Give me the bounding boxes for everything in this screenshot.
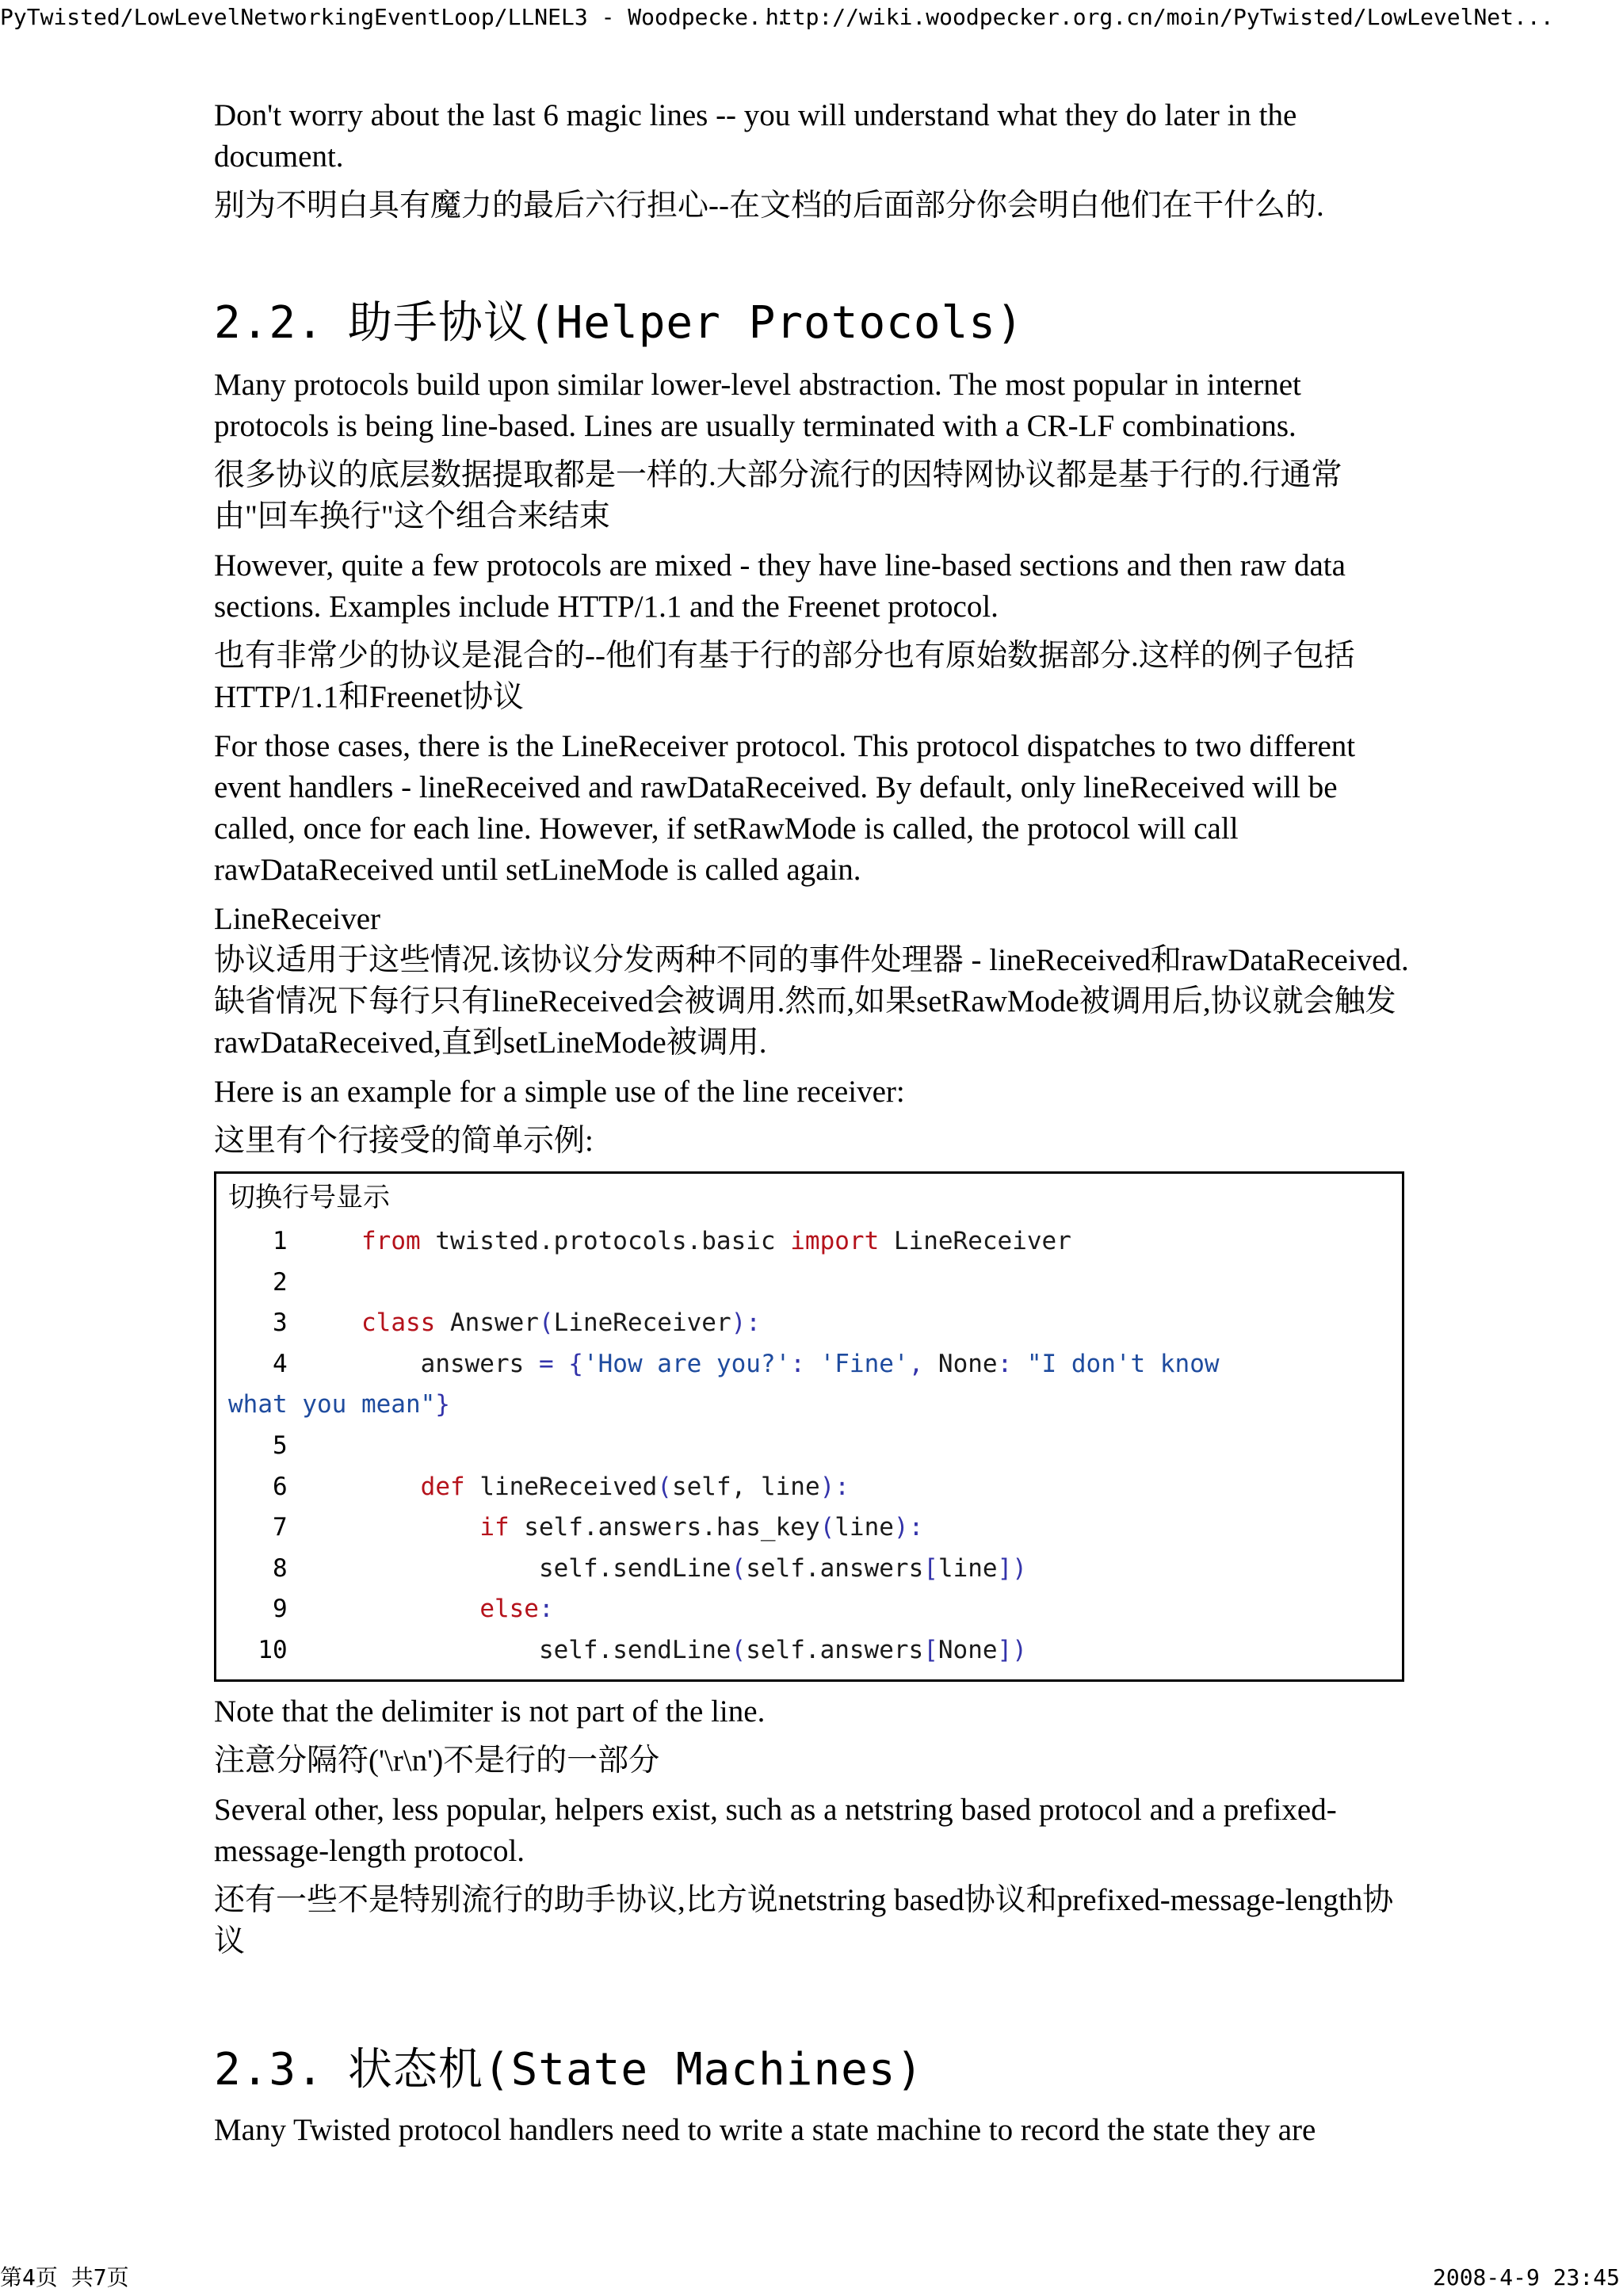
code-text: lineReceived xyxy=(464,1472,658,1501)
code-punctuation: : xyxy=(790,1349,820,1378)
code-text: answers xyxy=(420,1349,539,1378)
paragraph-zh: 协议适用于这些情况.该协议分发两种不同的事件处理器 - lineReceived和rawDataReceived.缺省情况下每行只有lineReceived会被调用.然而,如果setRawMode被调用后,协议就会触发rawDataReceived,直到setLineMode被调用. xyxy=(214,943,1409,1060)
code-text: None xyxy=(938,1635,998,1664)
code-punctuation: ]) xyxy=(997,1635,1027,1664)
code-keyword: def xyxy=(420,1472,465,1501)
code-keyword: else xyxy=(479,1595,539,1624)
code-punctuation: ( xyxy=(731,1635,747,1664)
paragraph-zh: 注意分隔符('\r\n')不是行的一部分 xyxy=(214,1743,660,1778)
print-datetime: 2008-4-9 23:45 xyxy=(1432,2264,1620,2290)
section-heading-2-3 xyxy=(214,2038,1409,2102)
paragraph-zh: 这里有个行接受的简单示例: xyxy=(214,1124,594,1158)
line-number: 1 xyxy=(273,1227,288,1255)
code-punctuation: : xyxy=(538,1595,554,1624)
code-line xyxy=(228,1473,850,1501)
code-punctuation: ): xyxy=(819,1472,850,1501)
code-text: LineReceiver xyxy=(879,1227,1071,1255)
section-title: 助手协议(Helper Protocols) xyxy=(347,297,1024,349)
code-line xyxy=(228,1268,288,1297)
line-number: 4 xyxy=(273,1349,288,1378)
section-number: 2.2. xyxy=(214,297,324,349)
code-listing xyxy=(228,1221,1402,1671)
code-line xyxy=(228,1431,288,1460)
code-string: "I don't know xyxy=(1026,1349,1220,1378)
code-line xyxy=(228,1595,554,1623)
paragraph-en: Several other, less popular, helpers exist, such as a netstring based protocol and a prefixed-message-length protocol. xyxy=(214,1792,1337,1868)
code-line xyxy=(228,1513,923,1541)
code-block xyxy=(214,1171,1404,1682)
code-line xyxy=(228,1350,1220,1378)
line-number: 7 xyxy=(273,1513,288,1542)
code-punctuation: : xyxy=(997,1349,1027,1378)
line-number: 2 xyxy=(273,1267,288,1297)
document-body xyxy=(214,95,1409,2151)
section-title: 状态机(State Machines) xyxy=(347,2043,924,2095)
code-punctuation: [ xyxy=(923,1553,938,1583)
code-text: line xyxy=(834,1513,894,1542)
code-text: self.sendLine xyxy=(538,1553,731,1583)
line-number: 10 xyxy=(258,1635,288,1664)
code-string: what you mean" xyxy=(228,1390,436,1419)
line-number: 6 xyxy=(273,1472,288,1501)
paragraph-en: Many protocols build upon similar lower-level abstraction. The most popular in internet protocols is being line-based. Lines are usually terminated with a CR-LF combinations. xyxy=(214,368,1301,443)
paragraph-en: Note that the delimiter is not part of the line. xyxy=(214,1694,766,1729)
code-keyword: class xyxy=(361,1308,436,1338)
code-text: None xyxy=(938,1349,998,1378)
page-counter: 第4页 共7页 xyxy=(0,2264,129,2290)
print-header xyxy=(0,0,1623,35)
code-line-wrap xyxy=(228,1390,450,1419)
code-text: self.answers xyxy=(746,1553,924,1583)
code-text: self.sendLine xyxy=(538,1635,731,1664)
code-text: twisted.protocols.basic xyxy=(420,1227,791,1255)
code-punctuation: ( xyxy=(731,1553,747,1583)
paragraph-zh: 还有一些不是特别流行的助手协议,比方说netstring based协议和prefixed-message-length协议 xyxy=(214,1882,1394,1958)
paragraph-zh: 很多协议的底层数据提取都是一样的.大部分流行的因特网协议都是基于行的.行通常由"回车换行"这个组合来结束 xyxy=(214,458,1342,533)
code-punctuation: , xyxy=(908,1349,938,1378)
paragraph-label: LineReceiver xyxy=(214,902,381,936)
line-number: 5 xyxy=(273,1431,288,1460)
paragraph-en: Many Twisted protocol handlers need to write a state machine to record the state they are xyxy=(214,2112,1316,2147)
paragraph-en: For those cases, there is the LineReceiver protocol. This protocol dispatches to two different event handlers - lineReceived and rawDataReceived. By default, only lineReceived will be called, once for each line. However, if setRawMode is called, the protocol will call rawDataReceived until setLineMode is called again. xyxy=(214,729,1356,887)
paragraph-en: However, quite a few protocols are mixed - they have line-based sections and then raw data sections. Examples include HTTP/1.1 and the Freenet protocol. xyxy=(214,548,1346,624)
code-text: self.answers.has_key xyxy=(509,1513,820,1542)
intro-en: Don't worry about the last 6 magic lines -- you will understand what they do later in the document. xyxy=(214,98,1297,174)
code-punctuation: { xyxy=(553,1349,583,1378)
code-text: Answer xyxy=(435,1308,539,1338)
line-number: 8 xyxy=(273,1553,288,1583)
toggle-line-numbers-link[interactable]: 切换行号显示 xyxy=(228,1182,390,1213)
code-punctuation: ( xyxy=(819,1513,835,1542)
code-punctuation: ]) xyxy=(997,1553,1027,1583)
code-text: self.answers xyxy=(746,1635,924,1664)
code-line xyxy=(228,1554,1027,1583)
line-number: 3 xyxy=(273,1308,288,1338)
print-header-title: PyTwisted/LowLevelNetworkingEventLoop/LLNEL3 - Woodpecke... xyxy=(0,4,789,30)
print-footer xyxy=(0,2262,1623,2294)
code-keyword: from xyxy=(361,1227,421,1255)
section-heading-2-2 xyxy=(214,292,1409,355)
print-header-url: http://wiki.woodpecker.org.cn/moin/PyTwisted/LowLevelNet... xyxy=(766,4,1554,30)
section-number: 2.3. xyxy=(214,2043,324,2095)
code-line xyxy=(228,1227,1071,1255)
paragraph-en: Here is an example for a simple use of the line receiver: xyxy=(214,1075,905,1109)
intro-zh: 别为不明白具有魔力的最后六行担心--在文档的后面部分你会明白他们在干什么的. xyxy=(214,189,1324,223)
code-keyword: import xyxy=(790,1227,880,1255)
paragraph-zh: 也有非常少的协议是混合的--他们有基于行的部分也有原始数据部分.这样的例子包括HTTP/1.1和Freenet协议 xyxy=(214,639,1355,714)
code-line xyxy=(228,1636,1027,1664)
code-keyword: if xyxy=(479,1513,510,1542)
code-text: self, line xyxy=(671,1472,820,1501)
code-punctuation: ): xyxy=(731,1308,761,1338)
line-number: 9 xyxy=(273,1595,288,1624)
code-punctuation: ( xyxy=(657,1472,672,1501)
code-line xyxy=(228,1308,761,1337)
code-string: 'How are you?' xyxy=(582,1349,791,1378)
code-punctuation: [ xyxy=(923,1635,938,1664)
code-punctuation: } xyxy=(435,1390,450,1419)
code-operator: = xyxy=(538,1349,554,1378)
code-string: 'Fine' xyxy=(819,1349,909,1378)
code-punctuation: ( xyxy=(538,1308,554,1338)
code-text: LineReceiver xyxy=(553,1308,731,1338)
code-text: line xyxy=(938,1553,998,1583)
code-punctuation: ): xyxy=(893,1513,924,1542)
